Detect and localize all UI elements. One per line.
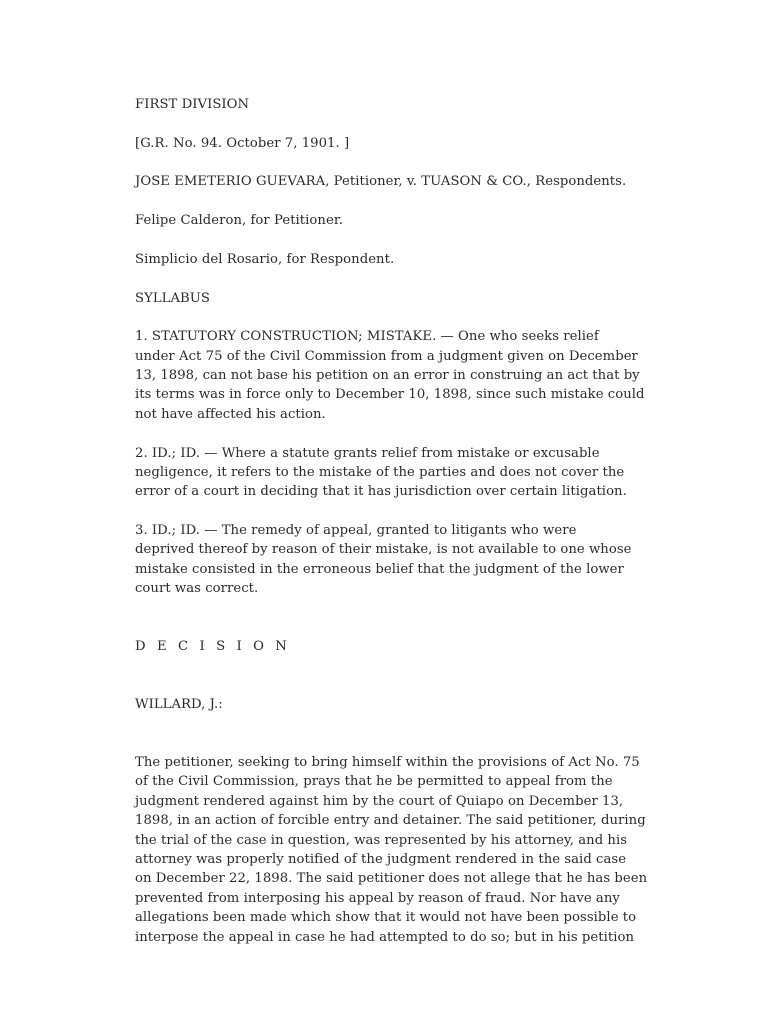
- syllabus-heading: SYLLABUS: [135, 290, 211, 306]
- body-line: allegations been made which show that it would not have been possible to: [135, 910, 637, 926]
- syllabus-item-3-line: 3. ID.; ID. — The remedy of appeal, granted to litigants who were: [135, 523, 577, 539]
- case-parties: JOSE EMETERIO GUEVARA, Petitioner, v. TUASON & CO., Respondents.: [135, 174, 627, 190]
- body-line: of the Civil Commission, prays that he be permitted to appeal from the: [135, 774, 613, 790]
- body-line: prevented from interposing his appeal by reason of fraud. Nor have any: [135, 890, 620, 906]
- syllabus-item-2-line: error of a court in deciding that it has jurisdiction over certain litigation.: [135, 484, 627, 500]
- body-line: on December 22, 1898. The said petitioner does not allege that he has been: [135, 871, 648, 887]
- syllabus-item-1-line: its terms was in force only to December 10, 1898, since such mistake could: [135, 387, 645, 403]
- syllabus-item-3: [135, 521, 695, 599]
- syllabus-item-1-line: under Act 75 of the Civil Commission from a judgment given on December: [135, 348, 638, 364]
- syllabus-item-2: [135, 444, 695, 502]
- body-line: The petitioner, seeking to bring himself within the provisions of Act No. 75: [135, 755, 640, 770]
- counsel-petitioner: Felipe Calderon, for Petitioner.: [135, 213, 343, 229]
- syllabus-item-2-line: negligence, it refers to the mistake of the parties and does not cover the: [135, 464, 625, 480]
- division-heading: FIRST DIVISION: [135, 97, 250, 112]
- document-page: [135, 95, 695, 947]
- syllabus-item-3-line: deprived thereof by reason of their mistake, is not available to one whose: [135, 542, 632, 558]
- body-line: the trial of the case in question, was represented by his attorney, and his: [135, 832, 628, 848]
- decision-heading: D E C I S I O N: [135, 639, 291, 655]
- justice-name: WILLARD, J.:: [135, 697, 223, 713]
- syllabus-item-3-line: mistake consisted in the erroneous belief that the judgment of the lower: [135, 561, 624, 577]
- decision-body: [135, 753, 695, 947]
- syllabus-item-2-line: 2. ID.; ID. — Where a statute grants relief from mistake or excusable: [135, 445, 600, 461]
- syllabus-item-1-line: 13, 1898, can not base his petition on an error in construing an act that by: [135, 368, 640, 384]
- body-line: 1898, in an action of forcible entry and detainer. The said petitioner, during: [135, 813, 646, 829]
- counsel-respondent: Simplicio del Rosario, for Respondent.: [135, 251, 395, 267]
- body-line: interpose the appeal in case he had attempted to do so; but in his petition: [135, 929, 635, 945]
- body-line: judgment rendered against him by the court of Quiapo on December 13,: [135, 793, 624, 809]
- syllabus-item-1-line: 1. STATUTORY CONSTRUCTION; MISTAKE. — One who seeks relief: [135, 329, 599, 345]
- case-number: [G.R. No. 94. October 7, 1901. ]: [135, 135, 350, 151]
- syllabus-item-3-line: court was correct.: [135, 581, 259, 597]
- syllabus-item-1-line: not have affected his action.: [135, 406, 326, 422]
- syllabus-item-1: [135, 327, 695, 424]
- body-line: attorney was properly notified of the judgment rendered in the said case: [135, 852, 627, 868]
